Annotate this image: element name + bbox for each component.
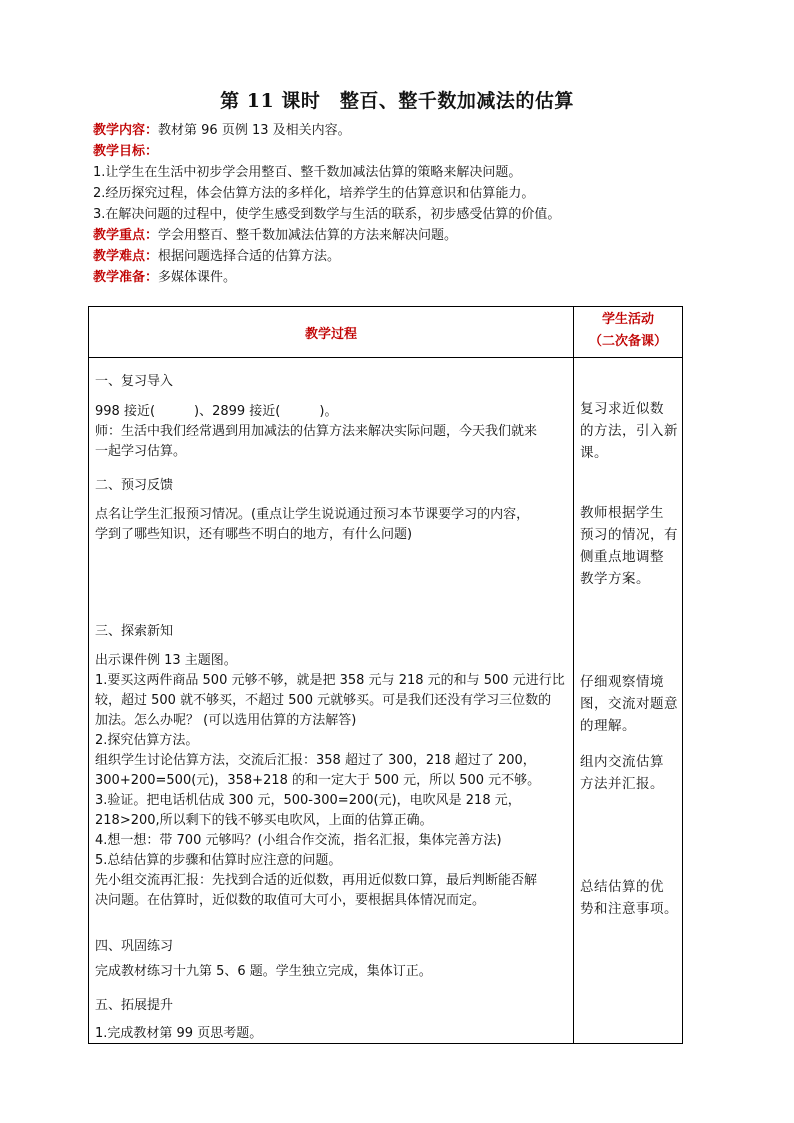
body-line: 决问题。在估算时，近似数的取值可大可小，要根据具体情况而定。 <box>95 893 486 908</box>
body-line: 加法。怎么办呢？ (可以选用估算的方法解答) <box>95 713 357 728</box>
student-activity <box>580 876 678 920</box>
body-line: 998 接近( )、2899 接近( )。 <box>95 404 338 419</box>
activity-line: 的理解。 <box>580 718 636 734</box>
activity-line: 侧重点地调整 <box>580 549 664 565</box>
meta-prep: 教学准备：多媒体课件。 <box>93 270 237 285</box>
body-line: 完成教材练习十九第 5、6 题。学生独立完成，集体订正。 <box>95 964 432 979</box>
lesson-table <box>88 306 683 1044</box>
student-activity <box>580 671 678 737</box>
body-line: 2.探究估算方法。 <box>95 733 199 748</box>
body-line: 一起学习估算。 <box>95 444 187 459</box>
header-side-line-2: （二次备课） <box>588 334 667 349</box>
section-body <box>95 1024 569 1044</box>
difficulty-text: 根据问题选择合适的估算方法。 <box>158 249 341 264</box>
section-body <box>95 402 569 462</box>
key-label: 教学重点 <box>93 228 146 243</box>
section-title: 一、复习导入 <box>95 374 174 389</box>
section-title: 二、预习反馈 <box>95 478 174 493</box>
body-line: 较，超过 500 就不够买，不超过 500 元就够买。可是我们还没有学习三位数的 <box>95 693 552 708</box>
difficulty-label: 教学难点 <box>93 249 146 264</box>
section-title: 五、拓展提升 <box>95 998 174 1013</box>
body-line: 1.完成教材第 99 页思考题。 <box>95 1026 263 1041</box>
header-divider <box>89 357 682 358</box>
body-line: 组织学生讨论估算方法，交流后汇报：358 超过了 300，218 超过了 200， <box>95 753 536 768</box>
prep-text: 多媒体课件。 <box>158 270 237 285</box>
meta-goals-heading: 教学目标： <box>93 144 159 159</box>
section-body <box>95 651 569 911</box>
activity-line: 预习的情况，有 <box>580 527 678 543</box>
content-text: 教材第 96 页例 13 及相关内容。 <box>158 123 351 138</box>
activity-line: 教学方案。 <box>580 571 650 587</box>
student-activity <box>580 502 678 590</box>
header-process: 教学过程 <box>304 326 357 342</box>
section-body <box>95 962 569 982</box>
section-title: 四、巩固练习 <box>95 939 174 954</box>
activity-line: 势和注意事项。 <box>580 901 678 917</box>
activity-line: 的方法，引入新 <box>580 423 678 439</box>
header-side-line-1: 学生活动 <box>601 312 654 327</box>
activity-line: 复习求近似数 <box>580 401 664 417</box>
body-line: 出示课件例 13 主题图。 <box>95 653 237 668</box>
student-activity <box>580 398 678 464</box>
body-line: 先小组交流再汇报：先找到合适的近似数，再用近似数口算，最后判断能否解 <box>95 873 538 888</box>
prep-label: 教学准备 <box>93 270 146 285</box>
body-line: 5.总结估算的步骤和估算时应注意的问题。 <box>95 853 342 868</box>
activity-line: 仔细观察情境 <box>580 674 664 690</box>
goal-item: 2.经历探究过程，体会估算方法的多样化，培养学生的估算意识和估算能力。 <box>93 186 535 201</box>
activity-line: 组内交流估算 <box>580 754 664 770</box>
content-label: 教学内容 <box>93 123 146 138</box>
meta-key: 教学重点：学会用整百、整千数加减法估算的方法来解决问题。 <box>93 228 458 243</box>
goals-label: 教学目标 <box>93 144 146 159</box>
goal-item: 3.在解决问题的过程中，使学生感受到数学与生活的联系，初步感受估算的价值。 <box>93 207 561 222</box>
body-line: 1.要买这两件商品 500 元够不够，就是把 358 元与 218 元的和与 500 元进行比 <box>95 673 565 688</box>
body-line: 点名让学生汇报预习情况。(重点让学生说说通过预习本节课要学习的内容， <box>95 507 530 522</box>
body-line: 师：生活中我们经常遇到用加减法的估算方法来解决实际问题，今天我们就来 <box>95 424 538 439</box>
goal-item: 1.让学生在生活中初步学会用整百、整千数加减法估算的策略来解决问题。 <box>93 165 522 180</box>
body-line: 3.验证。把电话机估成 300 元，500-300=200(元)，电吹风是 218 元， <box>95 793 521 808</box>
lesson-meta <box>93 120 713 288</box>
activity-line: 图，交流对题意 <box>580 696 678 712</box>
body-line: 300+200=500(元)，358+218 的和一定大于 500 元，所以 500 元不够。 <box>95 773 541 788</box>
body-line: 学到了哪些知识，还有哪些不明白的地方，有什么问题) <box>95 527 413 542</box>
header-student-activity <box>574 309 682 357</box>
meta-difficulty: 教学难点：根据问题选择合适的估算方法。 <box>93 249 341 264</box>
section-body <box>95 505 569 545</box>
body-line: 4.想一想：带 700 元够吗？(小组合作交流，指名汇报，集体完善方法) <box>95 833 502 848</box>
activity-line: 方法并汇报。 <box>580 776 664 792</box>
activity-line: 课。 <box>580 445 608 461</box>
body-line: 218>200,所以剩下的钱不够买电吹风，上面的估算正确。 <box>95 813 433 828</box>
section-title: 三、探索新知 <box>95 624 174 639</box>
meta-content: 教学内容：教材第 96 页例 13 及相关内容。 <box>93 123 351 138</box>
column-divider <box>573 307 574 1043</box>
activity-line: 教师根据学生 <box>580 505 664 521</box>
key-text: 学会用整百、整千数加减法估算的方法来解决问题。 <box>158 228 458 243</box>
page-title: 第 11 课时 整百、整千数加减法的估算 <box>220 90 574 112</box>
activity-line: 总结估算的优 <box>580 879 664 895</box>
student-activity <box>580 751 678 795</box>
